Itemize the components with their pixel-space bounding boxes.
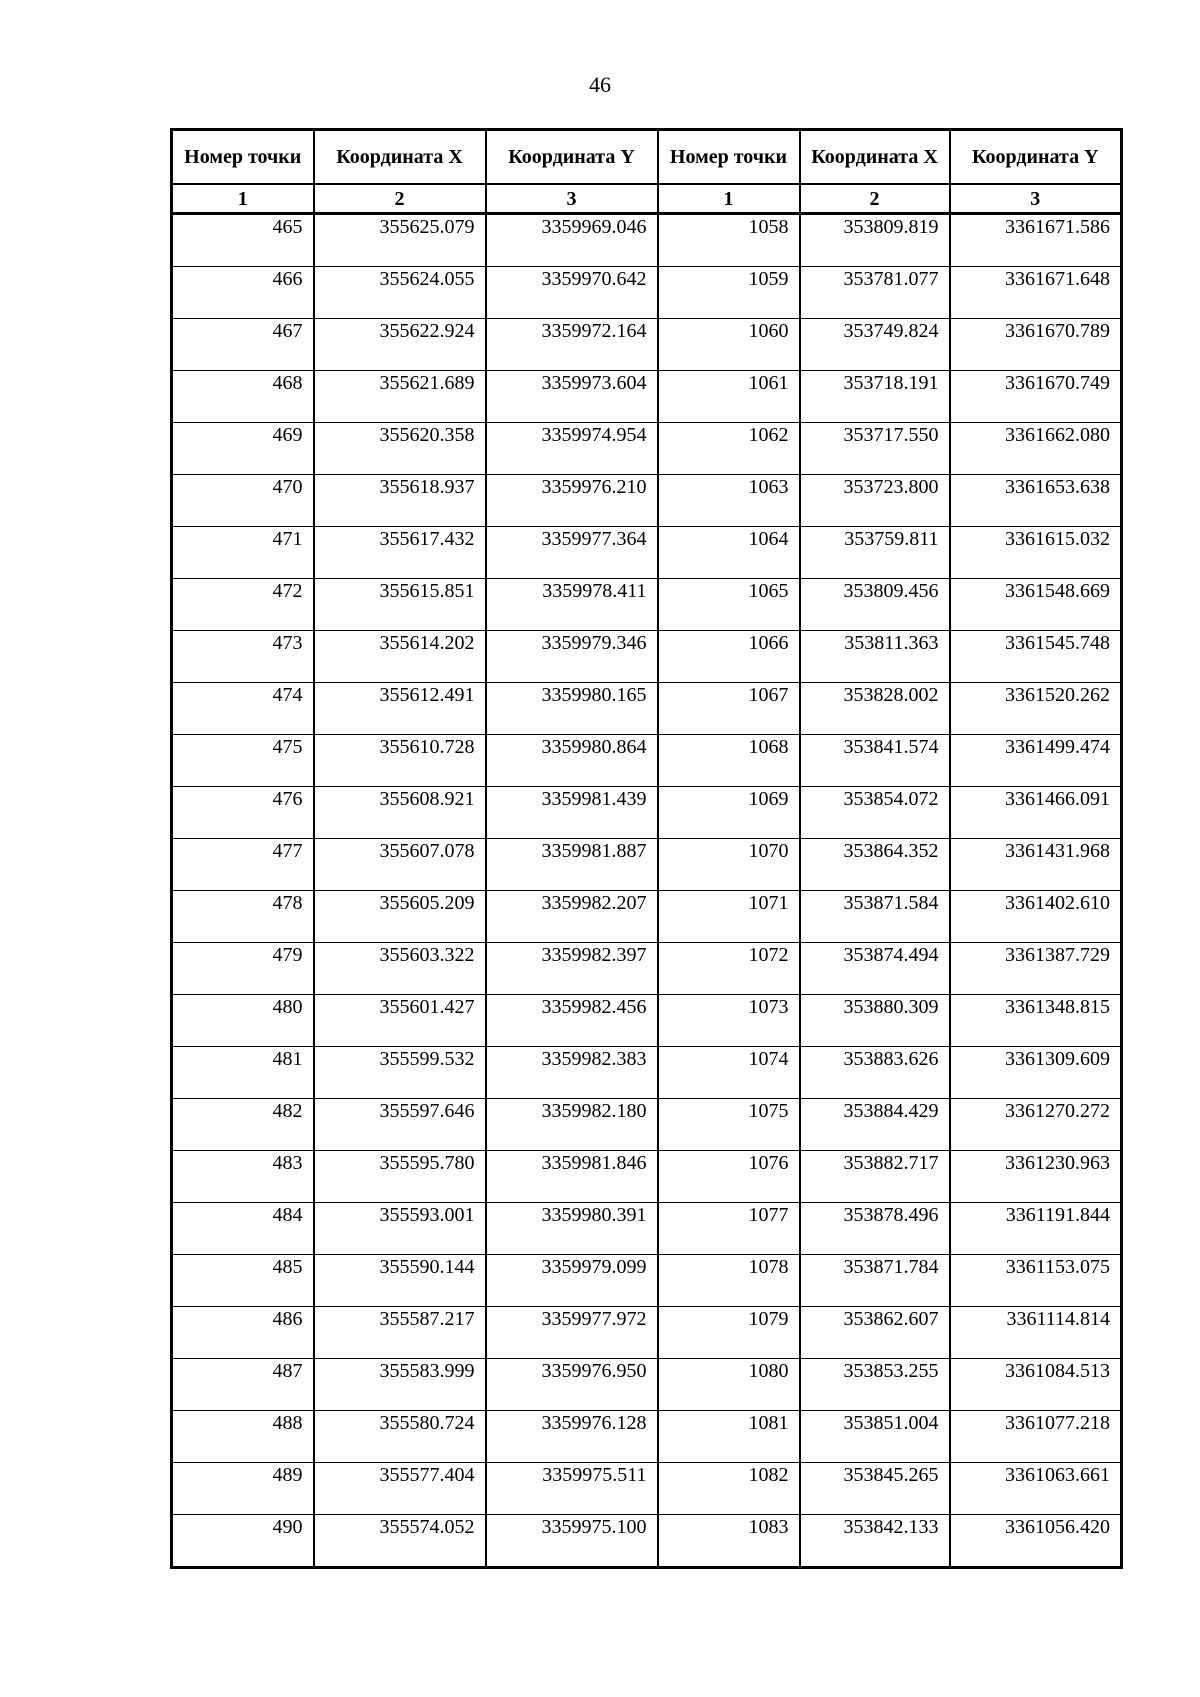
point-number-cell: 472 [172, 579, 314, 631]
point-number-cell-2: 1076 [658, 1151, 800, 1203]
point-number-cell-2: 1061 [658, 371, 800, 423]
coordinate-x-cell: 355625.079 [314, 214, 486, 267]
table-row [172, 267, 1122, 319]
point-number-cell-2: 1063 [658, 475, 800, 527]
coordinate-y-cell: 3359979.346 [486, 631, 658, 683]
coordinate-y-cell: 3359982.207 [486, 891, 658, 943]
point-number-cell-2: 1059 [658, 267, 800, 319]
coordinate-x-cell: 355593.001 [314, 1203, 486, 1255]
coordinate-x-cell-2: 353883.626 [800, 1047, 950, 1099]
table-row [172, 631, 1122, 683]
coordinate-y-cell: 3359980.165 [486, 683, 658, 735]
coordinate-x-cell: 355587.217 [314, 1307, 486, 1359]
table-row [172, 891, 1122, 943]
point-number-cell-2: 1082 [658, 1463, 800, 1515]
table-row [172, 943, 1122, 995]
coordinate-y-cell: 3359976.210 [486, 475, 658, 527]
point-number-cell-2: 1072 [658, 943, 800, 995]
coordinate-x-cell-2: 353717.550 [800, 423, 950, 475]
header-point-number-2: Номер точки [658, 130, 800, 185]
coordinate-x-cell-2: 353854.072 [800, 787, 950, 839]
table-row [172, 1255, 1122, 1307]
header-coordinate-y: Координата Y [486, 130, 658, 185]
table-header [172, 130, 1122, 214]
coordinate-x-cell: 355583.999 [314, 1359, 486, 1411]
coordinate-y-cell-2: 3361548.669 [950, 579, 1122, 631]
coordinate-y-cell: 3359975.100 [486, 1515, 658, 1568]
column-index: 3 [486, 184, 658, 214]
point-number-cell: 468 [172, 371, 314, 423]
coordinate-x-cell-2: 353851.004 [800, 1411, 950, 1463]
point-number-cell-2: 1065 [658, 579, 800, 631]
header-point-number: Номер точки [172, 130, 314, 185]
point-number-cell-2: 1080 [658, 1359, 800, 1411]
coordinate-y-cell-2: 3361114.814 [950, 1307, 1122, 1359]
table-row [172, 1203, 1122, 1255]
point-number-cell: 482 [172, 1099, 314, 1151]
point-number-cell-2: 1069 [658, 787, 800, 839]
table-row [172, 579, 1122, 631]
coordinate-x-cell: 355607.078 [314, 839, 486, 891]
coordinate-y-cell: 3359979.099 [486, 1255, 658, 1307]
coordinate-x-cell: 355614.202 [314, 631, 486, 683]
point-number-cell: 485 [172, 1255, 314, 1307]
table-row [172, 787, 1122, 839]
coordinate-y-cell-2: 3361670.789 [950, 319, 1122, 371]
column-index: 1 [172, 184, 314, 214]
table-row [172, 839, 1122, 891]
coordinate-y-cell-2: 3361671.586 [950, 214, 1122, 267]
coordinate-x-cell: 355622.924 [314, 319, 486, 371]
coordinate-y-cell-2: 3361077.218 [950, 1411, 1122, 1463]
coordinate-y-cell: 3359972.164 [486, 319, 658, 371]
coordinate-x-cell-2: 353878.496 [800, 1203, 950, 1255]
coordinate-x-cell: 355605.209 [314, 891, 486, 943]
table-row [172, 371, 1122, 423]
coordinate-y-cell-2: 3361153.075 [950, 1255, 1122, 1307]
coordinate-y-cell: 3359981.846 [486, 1151, 658, 1203]
coordinate-x-cell-2: 353880.309 [800, 995, 950, 1047]
point-number-cell: 469 [172, 423, 314, 475]
table-row [172, 1411, 1122, 1463]
header-coordinate-x-2: Координата X [800, 130, 950, 185]
table-row [172, 683, 1122, 735]
coordinate-y-cell: 3359977.364 [486, 527, 658, 579]
header-coordinate-y-2: Координата Y [950, 130, 1122, 185]
coordinate-x-cell-2: 353864.352 [800, 839, 950, 891]
point-number-cell-2: 1064 [658, 527, 800, 579]
column-index: 3 [950, 184, 1122, 214]
point-number-cell: 481 [172, 1047, 314, 1099]
coordinate-y-cell: 3359978.411 [486, 579, 658, 631]
table-row [172, 1151, 1122, 1203]
coordinate-y-cell: 3359982.456 [486, 995, 658, 1047]
coordinate-x-cell: 355624.055 [314, 267, 486, 319]
coordinate-y-cell-2: 3361431.968 [950, 839, 1122, 891]
point-number-cell-2: 1073 [658, 995, 800, 1047]
coordinate-y-cell-2: 3361670.749 [950, 371, 1122, 423]
coordinate-x-cell: 355621.689 [314, 371, 486, 423]
coordinate-y-cell: 3359975.511 [486, 1463, 658, 1515]
point-number-cell: 474 [172, 683, 314, 735]
coordinate-y-cell-2: 3361191.844 [950, 1203, 1122, 1255]
table-row [172, 214, 1122, 267]
coordinate-y-cell: 3359980.391 [486, 1203, 658, 1255]
point-number-cell-2: 1075 [658, 1099, 800, 1151]
column-index: 1 [658, 184, 800, 214]
coordinate-y-cell-2: 3361545.748 [950, 631, 1122, 683]
coordinate-y-cell-2: 3361662.080 [950, 423, 1122, 475]
table-row [172, 1047, 1122, 1099]
coordinate-x-cell: 355620.358 [314, 423, 486, 475]
coordinate-x-cell: 355610.728 [314, 735, 486, 787]
coordinate-y-cell-2: 3361387.729 [950, 943, 1122, 995]
coordinate-y-cell-2: 3361309.609 [950, 1047, 1122, 1099]
table-row [172, 423, 1122, 475]
coordinate-y-cell-2: 3361084.513 [950, 1359, 1122, 1411]
coordinate-x-cell-2: 353862.607 [800, 1307, 950, 1359]
coordinate-x-cell-2: 353882.717 [800, 1151, 950, 1203]
coordinate-x-cell: 355595.780 [314, 1151, 486, 1203]
coordinate-x-cell-2: 353874.494 [800, 943, 950, 995]
point-number-cell-2: 1066 [658, 631, 800, 683]
coordinate-x-cell: 355603.322 [314, 943, 486, 995]
point-number-cell: 484 [172, 1203, 314, 1255]
coordinate-x-cell-2: 353718.191 [800, 371, 950, 423]
point-number-cell: 489 [172, 1463, 314, 1515]
coordinate-x-cell-2: 353811.363 [800, 631, 950, 683]
coordinate-x-cell: 355599.532 [314, 1047, 486, 1099]
coordinate-x-cell-2: 353841.574 [800, 735, 950, 787]
coordinate-y-cell: 3359982.397 [486, 943, 658, 995]
coordinate-x-cell: 355608.921 [314, 787, 486, 839]
coordinate-x-cell: 355590.144 [314, 1255, 486, 1307]
coordinate-y-cell-2: 3361063.661 [950, 1463, 1122, 1515]
point-number-cell-2: 1070 [658, 839, 800, 891]
point-number-cell-2: 1077 [658, 1203, 800, 1255]
coordinate-x-cell: 355580.724 [314, 1411, 486, 1463]
point-number-cell: 466 [172, 267, 314, 319]
coordinate-y-cell: 3359976.128 [486, 1411, 658, 1463]
table-row [172, 475, 1122, 527]
coordinate-y-cell-2: 3361671.648 [950, 267, 1122, 319]
point-number-cell: 470 [172, 475, 314, 527]
coordinate-x-cell-2: 353845.265 [800, 1463, 950, 1515]
coordinate-y-cell: 3359974.954 [486, 423, 658, 475]
point-number-cell: 477 [172, 839, 314, 891]
coordinate-x-cell-2: 353842.133 [800, 1515, 950, 1568]
coordinate-x-cell-2: 353723.800 [800, 475, 950, 527]
table-row [172, 1463, 1122, 1515]
point-number-cell-2: 1058 [658, 214, 800, 267]
header-coordinate-x: Координата X [314, 130, 486, 185]
coordinate-y-cell: 3359970.642 [486, 267, 658, 319]
coordinate-x-cell: 355612.491 [314, 683, 486, 735]
coordinate-x-cell: 355618.937 [314, 475, 486, 527]
point-number-cell: 478 [172, 891, 314, 943]
table-row [172, 1307, 1122, 1359]
point-number-cell-2: 1067 [658, 683, 800, 735]
point-number-cell: 483 [172, 1151, 314, 1203]
coordinate-y-cell-2: 3361402.610 [950, 891, 1122, 943]
point-number-cell: 475 [172, 735, 314, 787]
coordinate-y-cell: 3359982.383 [486, 1047, 658, 1099]
point-number-cell: 486 [172, 1307, 314, 1359]
coordinate-y-cell: 3359976.950 [486, 1359, 658, 1411]
point-number-cell-2: 1062 [658, 423, 800, 475]
table-row [172, 1359, 1122, 1411]
column-index-row [172, 184, 1122, 214]
coordinate-y-cell-2: 3361466.091 [950, 787, 1122, 839]
coordinate-y-cell-2: 3361615.032 [950, 527, 1122, 579]
table-row [172, 319, 1122, 371]
point-number-cell: 476 [172, 787, 314, 839]
table-row [172, 527, 1122, 579]
coordinate-x-cell-2: 353871.584 [800, 891, 950, 943]
coordinate-x-cell-2: 353749.824 [800, 319, 950, 371]
coordinate-x-cell: 355617.432 [314, 527, 486, 579]
page-number: 46 [589, 72, 611, 97]
point-number-cell: 467 [172, 319, 314, 371]
coordinate-x-cell-2: 353871.784 [800, 1255, 950, 1307]
column-index: 2 [800, 184, 950, 214]
point-number-cell: 487 [172, 1359, 314, 1411]
coordinate-x-cell: 355597.646 [314, 1099, 486, 1151]
table-row [172, 1099, 1122, 1151]
point-number-cell-2: 1060 [658, 319, 800, 371]
header-row [172, 130, 1122, 185]
coordinate-x-cell-2: 353853.255 [800, 1359, 950, 1411]
coordinate-y-cell: 3359981.887 [486, 839, 658, 891]
point-number-cell-2: 1079 [658, 1307, 800, 1359]
coordinate-y-cell-2: 3361270.272 [950, 1099, 1122, 1151]
coordinate-y-cell: 3359980.864 [486, 735, 658, 787]
coordinate-y-cell-2: 3361653.638 [950, 475, 1122, 527]
point-number-cell-2: 1071 [658, 891, 800, 943]
coordinate-x-cell-2: 353759.811 [800, 527, 950, 579]
coordinate-y-cell-2: 3361348.815 [950, 995, 1122, 1047]
coordinate-x-cell: 355574.052 [314, 1515, 486, 1568]
point-number-cell-2: 1068 [658, 735, 800, 787]
table-row [172, 995, 1122, 1047]
point-number-cell: 488 [172, 1411, 314, 1463]
table-row [172, 1515, 1122, 1568]
coordinate-y-cell: 3359981.439 [486, 787, 658, 839]
coordinate-x-cell: 355577.404 [314, 1463, 486, 1515]
point-number-cell-2: 1078 [658, 1255, 800, 1307]
coordinate-y-cell-2: 3361520.262 [950, 683, 1122, 735]
coordinate-y-cell: 3359969.046 [486, 214, 658, 267]
coordinate-y-cell: 3359973.604 [486, 371, 658, 423]
point-number-cell-2: 1081 [658, 1411, 800, 1463]
coordinate-x-cell-2: 353828.002 [800, 683, 950, 735]
coordinate-y-cell: 3359977.972 [486, 1307, 658, 1359]
coordinate-x-cell-2: 353809.819 [800, 214, 950, 267]
point-number-cell: 471 [172, 527, 314, 579]
coordinate-y-cell-2: 3361230.963 [950, 1151, 1122, 1203]
column-index: 2 [314, 184, 486, 214]
coordinate-y-cell-2: 3361056.420 [950, 1515, 1122, 1568]
point-number-cell: 473 [172, 631, 314, 683]
coordinate-x-cell-2: 353809.456 [800, 579, 950, 631]
coordinate-y-cell: 3359982.180 [486, 1099, 658, 1151]
point-number-cell: 465 [172, 214, 314, 267]
table-body [172, 214, 1122, 1568]
coordinate-x-cell: 355615.851 [314, 579, 486, 631]
point-number-cell: 490 [172, 1515, 314, 1568]
point-number-cell-2: 1074 [658, 1047, 800, 1099]
coordinate-x-cell: 355601.427 [314, 995, 486, 1047]
coordinates-table [170, 128, 1123, 1569]
point-number-cell-2: 1083 [658, 1515, 800, 1568]
table-row [172, 735, 1122, 787]
coordinate-y-cell-2: 3361499.474 [950, 735, 1122, 787]
point-number-cell: 479 [172, 943, 314, 995]
coordinate-x-cell-2: 353781.077 [800, 267, 950, 319]
coordinate-x-cell-2: 353884.429 [800, 1099, 950, 1151]
point-number-cell: 480 [172, 995, 314, 1047]
